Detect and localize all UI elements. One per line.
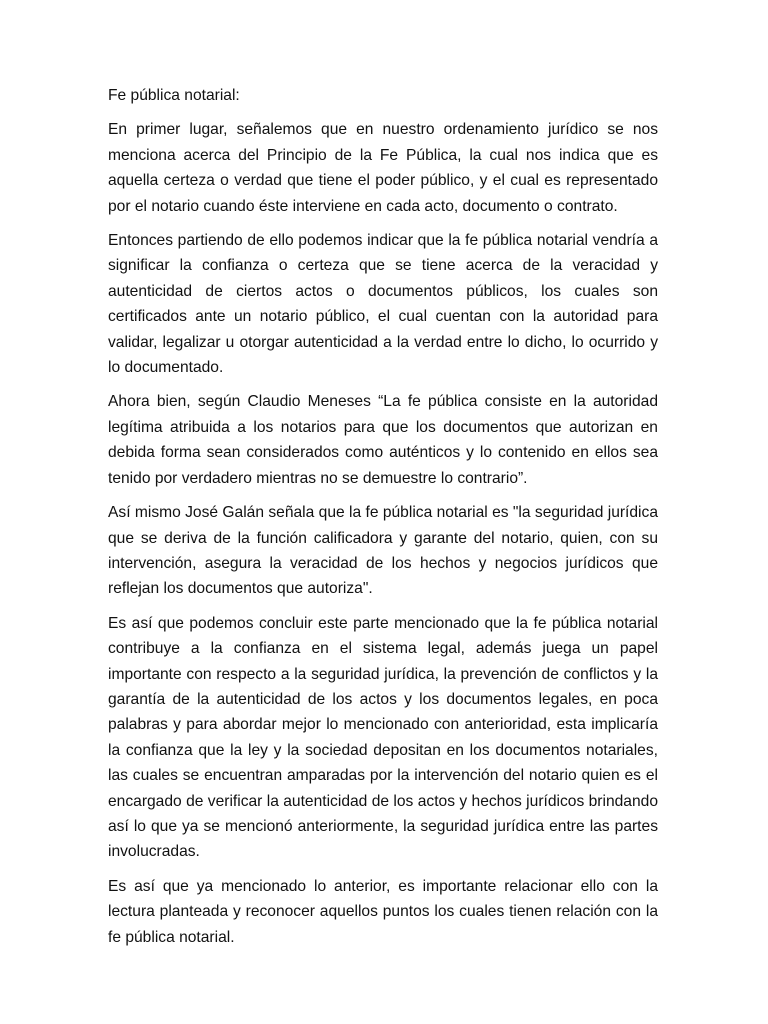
paragraph-3: Ahora bien, según Claudio Meneses “La fe pública consiste en la autoridad legítima atribuida a los notarios para que los documentos que autorizan en debida forma sean considerados como auténticos y lo contenido en ellos sea tenido por verdadero mientras no se demuestre lo contrario”. — [108, 393, 658, 487]
document-heading: Fe pública notarial: — [108, 87, 240, 104]
paragraph-1: En primer lugar, señalemos que en nuestro ordenamiento jurídico se nos menciona acerca del Principio de la Fe Pública, la cual nos indica que es aquella certeza o verdad que tiene el poder público, y el cual es representado por el notario cuando éste interviene en cada acto, documento o contrato. — [108, 121, 658, 215]
paragraph-5: Es así que podemos concluir este parte mencionado que la fe pública notarial contribuye a la confianza en el sistema legal, además juega un papel importante con respecto a la seguridad jurídica, la prevención de conflictos y la garantía de la autenticidad de los actos y los documentos legales, en poca palabras y para abordar mejor lo mencionado con anterioridad, esta implicaría la confianza que la ley y la sociedad depositan en los documentos notariales, las cuales se encuentran amparadas por la intervención del notario quien es el encargado de verificar la autenticidad de los actos y hechos jurídicos brindando así lo que ya se mencionó anteriormente, la seguridad jurídica entre las partes involucradas. — [108, 614, 658, 861]
paragraph-2: Entonces partiendo de ello podemos indicar que la fe pública notarial vendría a significar la confianza o certeza que se tiene acerca de la veracidad y autenticidad de ciertos actos o documentos públicos, los cuales son certificados ante un notario público, el cual cuentan con la autoridad para validar, legalizar u otorgar autenticidad a la verdad entre lo dicho, lo ocurrido y lo documentado. — [108, 232, 658, 377]
paragraph-4: Así mismo José Galán señala que la fe pública notarial es "la seguridad jurídica que se deriva de la función calificadora y garante del notario, quien, con su intervención, asegura la veracidad de los hechos y negocios jurídicos que reflejan los documentos que autoriza". — [108, 504, 658, 598]
paragraph-6: Es así que ya mencionado lo anterior, es importante relacionar ello con la lectura planteada y reconocer aquellos puntos los cuales tienen relación con la fe pública notarial. — [108, 877, 658, 946]
